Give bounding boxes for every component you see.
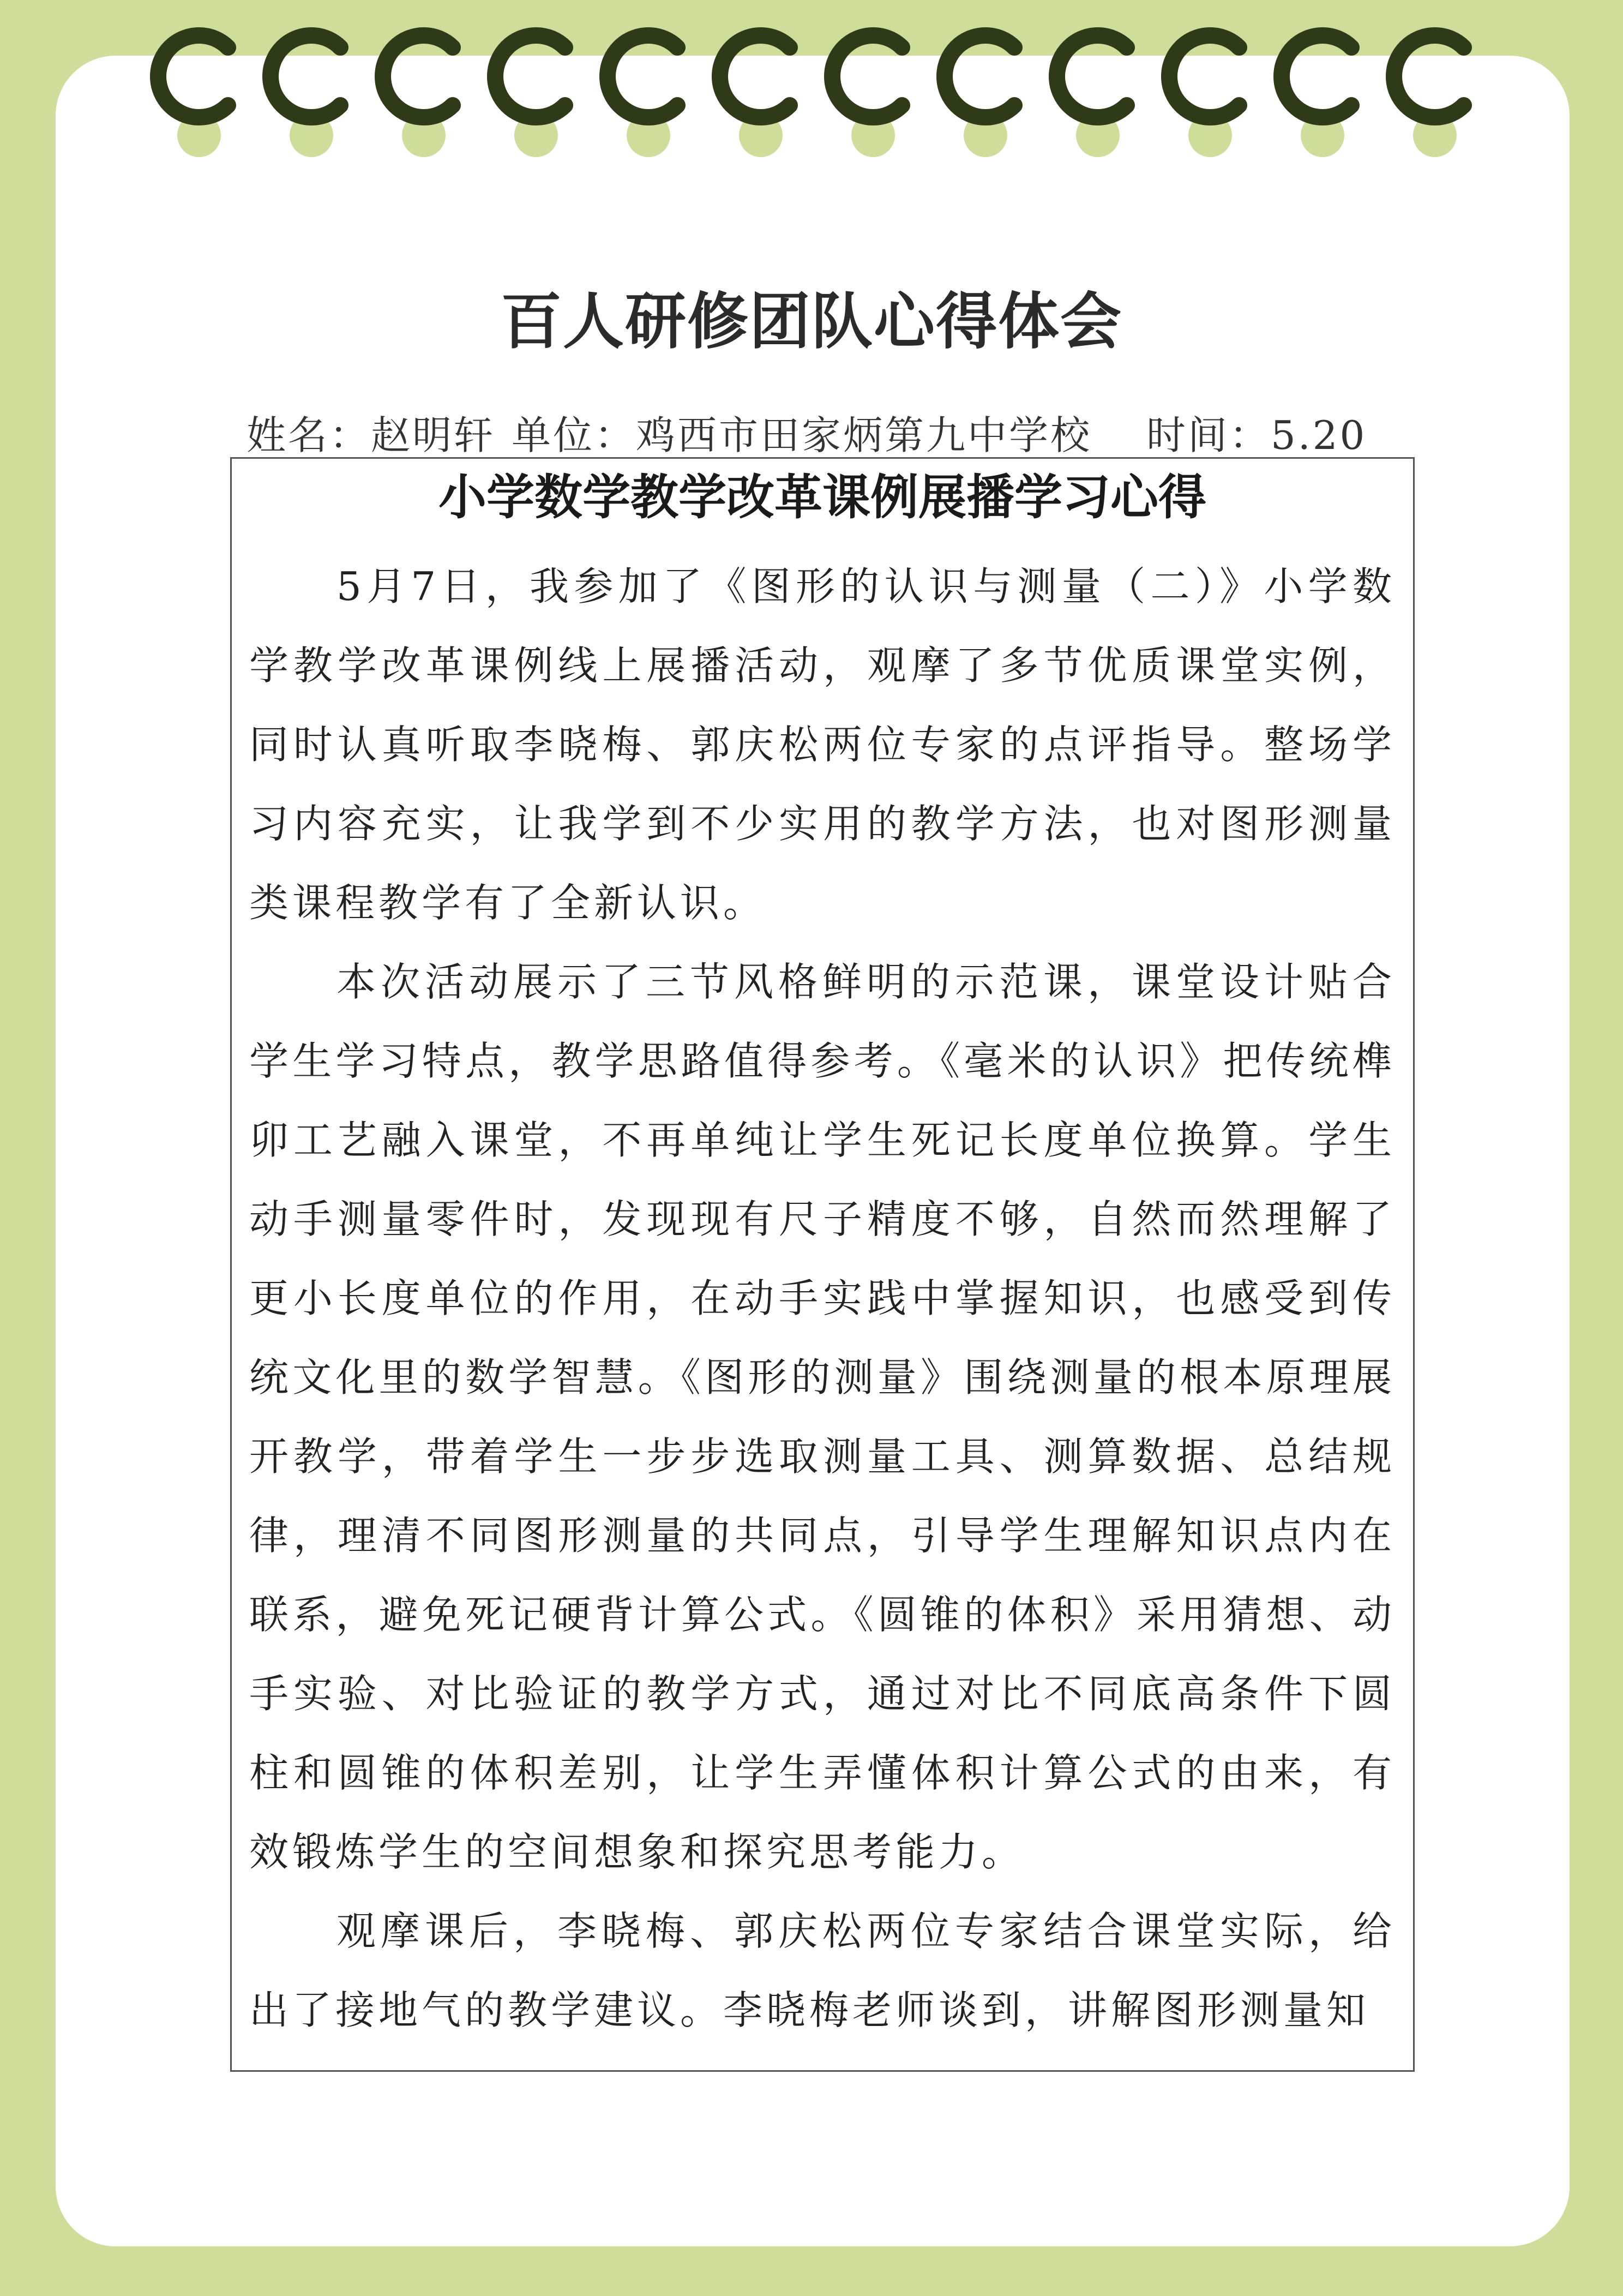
article-paragraph: 5月7日，我参加了《图形的认识与测量（二）》小学数学教学改革课例线上展播活动，观摩了多节优质课堂实例，同时认真听取李晓梅、郭庆松两位专家的点评指导。整场学习内容充实，让我学到不少实用的教学方法，也对图形测量类课程教学有了全新认识。 [249, 563, 1396, 926]
binding-ring [1169, 35, 1239, 117]
binding-ring [1394, 35, 1464, 117]
article-title: 小学数学教学改革课例展播学习心得 [438, 469, 1206, 525]
binding-ring [720, 35, 790, 117]
binding-ring [832, 35, 902, 117]
author-unit: 单位：鸡西市田家炳第九中学校 [512, 412, 1092, 458]
author-info [247, 404, 1367, 460]
article-paragraph: 本次活动展示了三节风格鲜明的示范课，课堂设计贴合学生学习特点，教学思路值得参考。《毫米的认识》把传统榫卯工艺融入课堂，不再单纯让学生死记长度单位换算。学生动手测量零件时，发现现有尺子精度不够，自然而然理解了更小长度单位的作用，在动手实践中掌握知识，也感受到传统文化里的数学智慧。《图形的测量》围绕测量的根本原理展开教学，带着学生一步步选取测量工具、测算数据、总结规律，理清不同图形测量的共同点，引导学生理解知识点内在联系，避免死记硬背计算公式。《圆锥的体积》采用猜想、动手实验、对比验证的教学方式，通过对比不同底高条件下圆柱和圆锥的体积差别，让学生弄懂体积计算公式的由来，有效锻炼学生的空间想象和探究思考能力。 [249, 959, 1396, 1875]
binding-ring [270, 35, 340, 117]
document-title: 百人研修团队心得体会 [501, 286, 1122, 357]
binding-ring [1282, 35, 1351, 117]
author-name: 姓名：赵明轩 [247, 412, 496, 458]
spiral-binding [0, 0, 1623, 175]
binding-ring [158, 35, 228, 117]
binding-ring [383, 35, 453, 117]
binding-ring [1057, 35, 1127, 117]
binding-ring [495, 35, 565, 117]
binding-ring [608, 35, 677, 117]
binding-ring [945, 35, 1014, 117]
article-box [230, 457, 1415, 2072]
article-paragraph: 观摩课后，李晓梅、郭庆松两位专家结合课堂实际，给出了接地气的教学建议。李晓梅老师谈到，讲解图形测量知 [249, 1908, 1396, 2033]
date: 时间：5.20 [1146, 412, 1367, 458]
